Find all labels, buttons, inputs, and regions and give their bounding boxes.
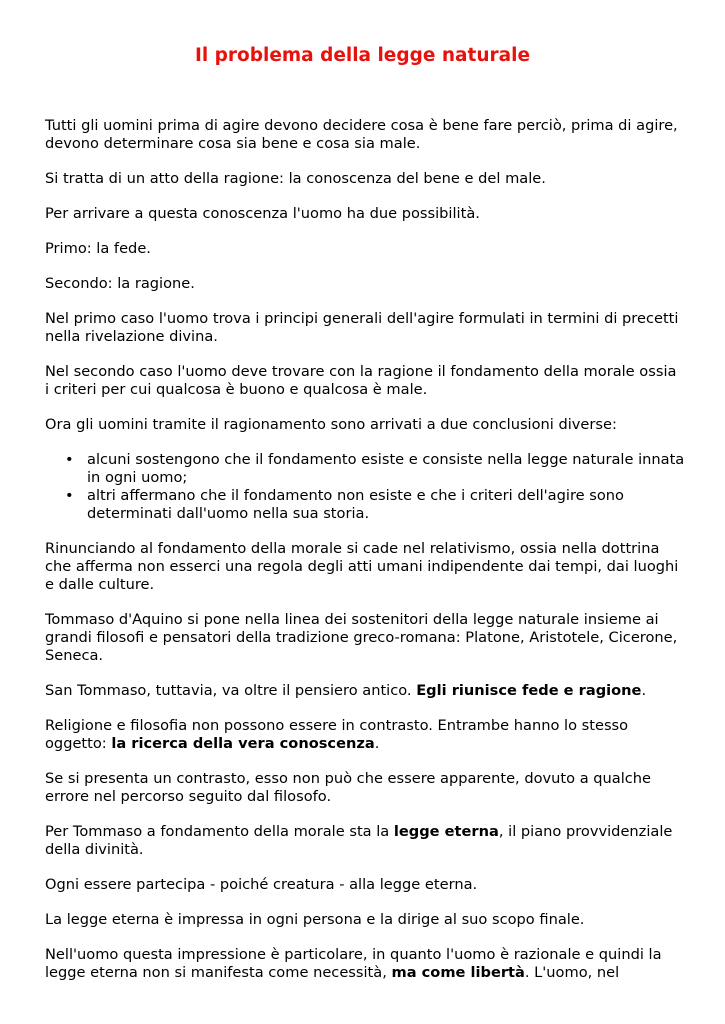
- paragraph: Ogni essere partecipa - poiché creatura - alla legge eterna.: [45, 876, 478, 893]
- paragraph: Secondo: la ragione.: [45, 275, 195, 292]
- page-title: Il problema della legge naturale: [195, 45, 530, 66]
- bullet-icon: •: [65, 451, 74, 468]
- list-item: [65, 451, 685, 487]
- text-run: .: [641, 682, 647, 699]
- paragraph: Per arrivare a questa conoscenza l'uomo ha due possibilità.: [45, 205, 480, 222]
- paragraph: Nel primo caso l'uomo trova i principi generali dell'agire formulati in termini di precetti nella rivelazione divina.: [45, 310, 679, 345]
- document-body: [45, 117, 685, 999]
- paragraph: Nel secondo caso l'uomo deve trovare con la ragione il fondamento della morale ossia i criteri per cui qualcosa è buono e qualcosa è male.: [45, 363, 677, 398]
- text-run: . L'uomo, nel: [524, 964, 620, 981]
- paragraph: La legge eterna è impressa in ogni persona e la dirige al suo scopo finale.: [45, 911, 585, 928]
- paragraph: Tutti gli uomini prima di agire devono decidere cosa è bene fare perciò, prima di agire, devono determinare cosa sia bene e cosa sia male.: [45, 117, 678, 152]
- bold-text: ma come libertà: [391, 964, 525, 981]
- paragraph: Tommaso d'Aquino si pone nella linea dei sostenitori della legge naturale insieme ai grandi filosofi e pensatori della tradizione greco-romana: Platone, Aristotele, Cicerone, Seneca.: [45, 611, 678, 664]
- bold-text: legge eterna: [393, 823, 499, 840]
- list-item-text: alcuni sostengono che il fondamento esiste e consiste nella legge naturale innata in ogni uomo;: [87, 451, 685, 486]
- paragraph: Si tratta di un atto della ragione: la conoscenza del bene e del male.: [45, 170, 546, 187]
- text-run: Per Tommaso a fondamento della morale sta la: [45, 823, 394, 840]
- list-item: [65, 487, 685, 523]
- paragraph: Se si presenta un contrasto, esso non può che essere apparente, dovuto a qualche errore nel percorso seguito dal filosofo.: [45, 770, 652, 805]
- paragraph: Rinunciando al fondamento della morale si cade nel relativismo, ossia nella dottrina che afferma non esserci una regola degli atti umani indipendente dai tempi, dai luoghi e dalle culture.: [45, 540, 679, 593]
- paragraph: [45, 717, 685, 753]
- text-run: , il piano provvidenziale della divinità.: [45, 823, 673, 858]
- list-item-text: altri affermano che il fondamento non esiste e che i criteri dell'agire sono determinati dall'uomo nella sua storia.: [87, 487, 624, 522]
- paragraph: [45, 682, 685, 700]
- text-run: Religione e filosofia non possono essere in contrasto. Entrambe hanno lo stesso oggetto:: [45, 717, 629, 752]
- paragraph: Primo: la fede.: [45, 240, 151, 257]
- paragraph: [45, 823, 685, 859]
- bold-text: Egli riunisce fede e ragione: [416, 682, 642, 699]
- bold-text: la ricerca della vera conoscenza: [111, 735, 375, 752]
- text-run: .: [374, 735, 380, 752]
- bullet-list: [45, 451, 685, 523]
- paragraph: [45, 946, 685, 982]
- text-run: Nell'uomo questa impressione è particolare, in quanto l'uomo è razionale e quindi la legge eterna non si manifesta come necessità,: [45, 946, 662, 981]
- paragraph: Ora gli uomini tramite il ragionamento sono arrivati a due conclusioni diverse:: [45, 416, 617, 433]
- bullet-icon: •: [65, 487, 74, 504]
- text-run: San Tommaso, tuttavia, va oltre il pensiero antico.: [45, 682, 417, 699]
